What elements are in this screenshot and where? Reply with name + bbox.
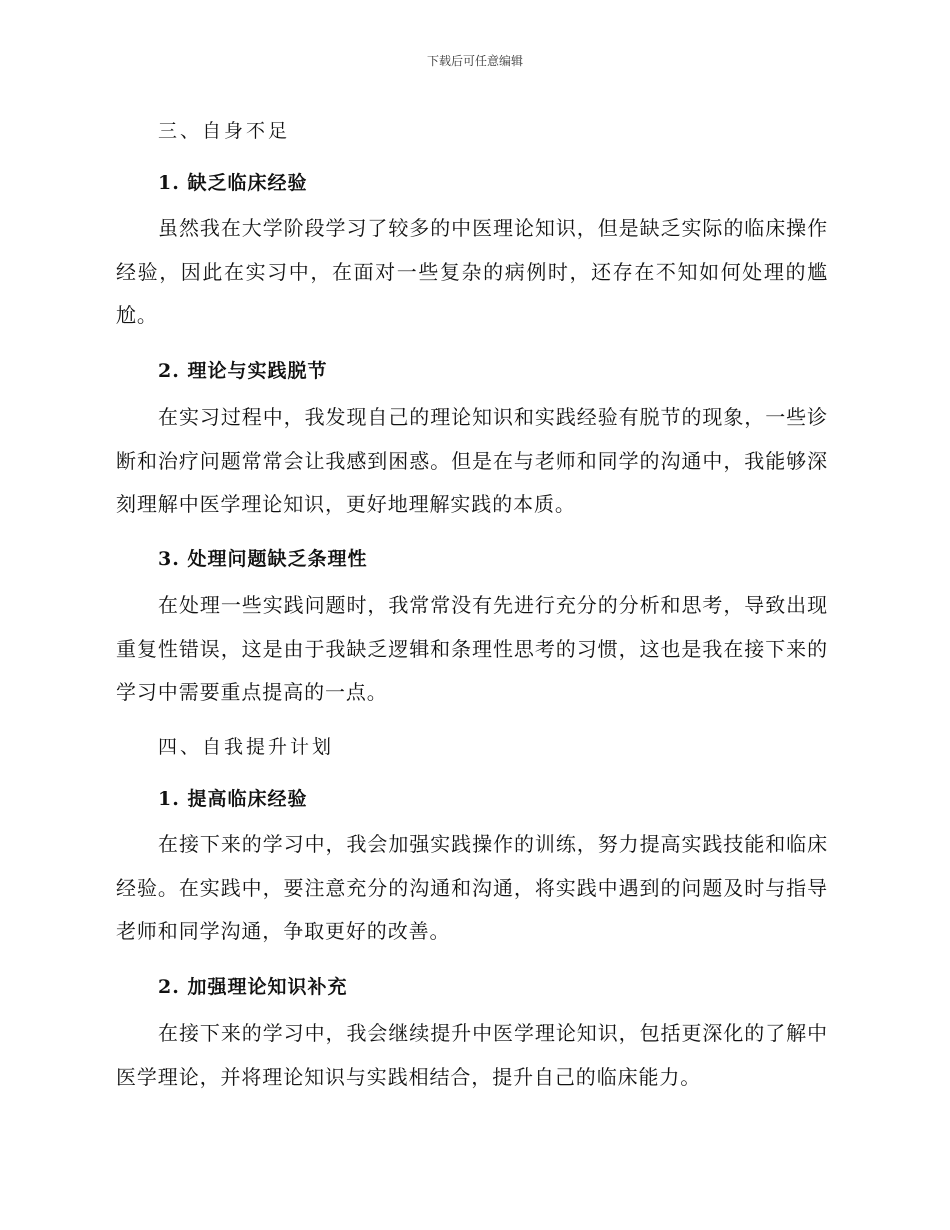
subheading-strengthen-theory: 2. 加强理论知识补充 <box>158 976 348 998</box>
paragraph-lack-clinical-experience: 虽然我在大学阶段学习了较多的中医理论知识，但是缺乏实际的临床操作经验，因此在实习中，在面对一些复杂的病例时，还存在不知如何处理的尴尬。 <box>116 216 828 327</box>
section-heading-improvement-plan: 四、自我提升计划 <box>158 736 335 758</box>
subheading-improve-clinical-experience: 1. 提高临床经验 <box>158 788 308 810</box>
subheading-lack-clinical-experience: 1. 缺乏临床经验 <box>158 172 308 194</box>
section-heading-deficiencies: 三、自身不足 <box>158 120 291 142</box>
subheading-lack-organization: 3. 处理问题缺乏条理性 <box>158 548 368 570</box>
paragraph-improve-clinical-experience: 在接下来的学习中，我会加强实践操作的训练，努力提高实践技能和临床经验。在实践中，要注意充分的沟通和沟通，将实践中遇到的问题及时与指导老师和同学沟通，争取更好的改善。 <box>116 832 828 943</box>
subheading-theory-practice-gap: 2. 理论与实践脱节 <box>158 360 328 382</box>
paragraph-lack-organization: 在处理一些实践问题时，我常常没有先进行充分的分析和思考，导致出现重复性错误，这是由于我缺乏逻辑和条理性思考的习惯，这也是我在接下来的学习中需要重点提高的一点。 <box>116 593 828 704</box>
paragraph-theory-practice-gap: 在实习过程中，我发现自己的理论知识和实践经验有脱节的现象，一些诊断和治疗问题常常会让我感到困惑。但是在与老师和同学的沟通中，我能够深刻理解中医学理论知识，更好地理解实践的本质。 <box>116 405 828 516</box>
page-header-note: 下载后可任意编辑 <box>426 54 523 68</box>
paragraph-strengthen-theory: 在接下来的学习中，我会继续提升中医学理论知识，包括更深化的了解中医学理论，并将理论知识与实践相结合，提升自己的临床能力。 <box>116 1021 828 1089</box>
